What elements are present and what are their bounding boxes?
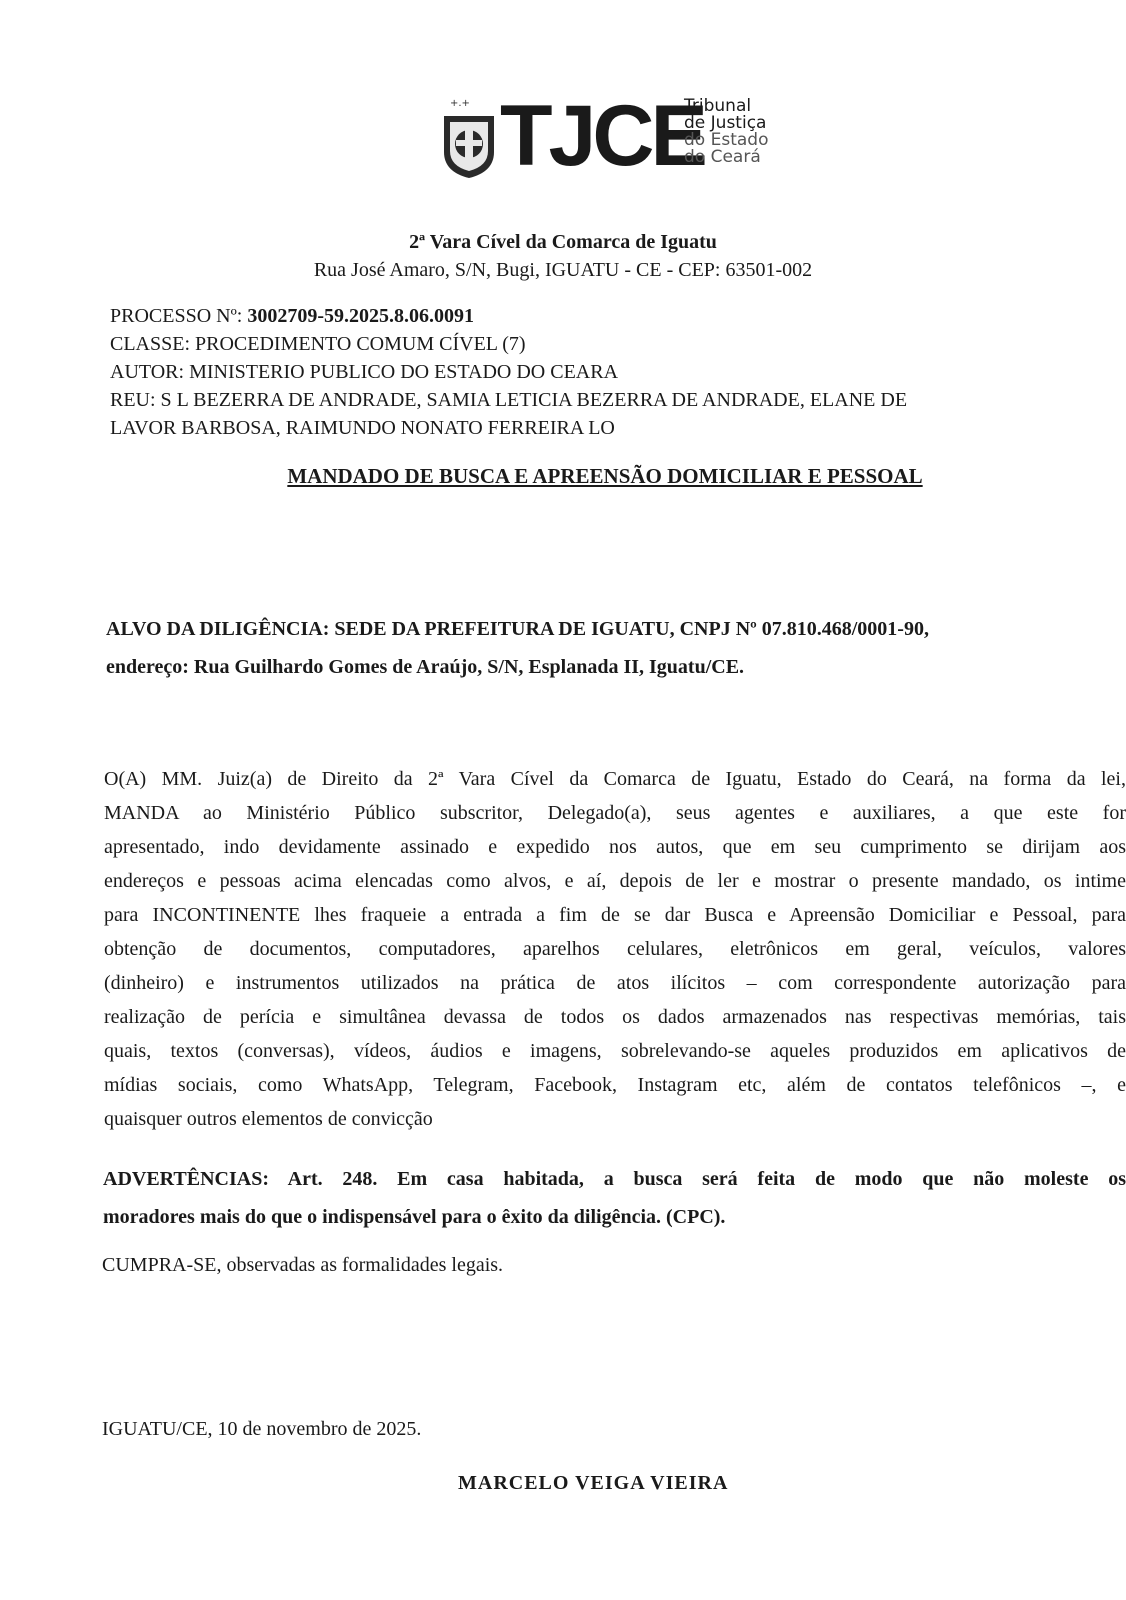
body-line: MANDA ao Ministério Público subscritor, Delegado(a), seus agentes e auxiliares, a que este for xyxy=(104,802,1126,824)
logo-line-justica: de Justiça xyxy=(684,113,767,133)
body-line: realização de perícia e simultânea devassa de todos os dados armazenados nas respectivas memórias, tais xyxy=(104,1006,1126,1028)
warning-line-2: moradores mais do que o indispensável para o êxito da diligência. (CPC). xyxy=(103,1206,726,1228)
process-number xyxy=(110,302,1070,330)
process-number-value: 3002709-59.2025.8.06.0091 xyxy=(247,305,475,327)
body-line: mídias sociais, como WhatsApp, Telegram, Facebook, Instagram etc, além de contatos telefônicos –, e xyxy=(104,1074,1126,1096)
logo-line-ceara: do Ceará xyxy=(684,147,761,167)
process-class: CLASSE: PROCEDIMENTO COMUM CÍVEL (7) xyxy=(110,333,526,355)
tjce-logo xyxy=(436,80,796,192)
process-number-label: PROCESSO Nº: xyxy=(110,305,248,327)
target-line-1: ALVO DA DILIGÊNCIA: SEDE DA PREFEITURA DE IGUATU, CNPJ Nº 07.810.468/0001-90, xyxy=(106,618,929,640)
body-line: quais, textos (conversas), vídeos, áudios e imagens, sobrelevando-se aqueles produzidos em aplicativos de xyxy=(104,1040,1126,1062)
svg-text:+.+: +.+ xyxy=(450,98,470,109)
body-line: O(A) MM. Juiz(a) de Direito da 2ª Vara Cível da Comarca de Iguatu, Estado do Ceará, na forma da lei, xyxy=(104,768,1126,790)
body-line: obtenção de documentos, computadores, aparelhos celulares, eletrônicos em geral, veículos, valores xyxy=(104,938,1126,960)
logo-line-tribunal: Tribunal xyxy=(684,96,752,116)
body-line: apresentado, indo devidamente assinado e expedido nos autos, que em seu cumprimento se dirijam aos xyxy=(104,836,1126,858)
diligence-target xyxy=(106,610,1106,686)
tjce-logo-caption xyxy=(684,98,768,166)
mandate-body xyxy=(104,762,1126,1136)
process-defendant-line-1: REU: S L BEZERRA DE ANDRADE, SAMIA LETICIA BEZERRA DE ANDRADE, ELANE DE xyxy=(110,389,908,411)
tjce-wordmark: TJCE xyxy=(500,88,704,184)
court-name: 2ª Vara Cível da Comarca de Iguatu xyxy=(409,231,717,253)
closing-statement: CUMPRA-SE, observadas as formalidades legais. xyxy=(102,1254,504,1276)
body-line: para INCONTINENTE lhes fraqueie a entrada a fim de se dar Busca e Apreensão Domiciliar e Pessoal, para xyxy=(104,904,1126,926)
warnings-paragraph xyxy=(103,1160,1126,1236)
process-defendant-line-2: LAVOR BARBOSA, RAIMUNDO NONATO FERREIRA LO xyxy=(110,417,615,439)
warning-line-1: ADVERTÊNCIAS: Art. 248. Em casa habitada, a busca será feita de modo que não moleste os xyxy=(103,1168,1126,1190)
place-and-date: IGUATU/CE, 10 de novembro de 2025. xyxy=(102,1418,422,1440)
body-line: (dinheiro) e instrumentos utilizados na prática de atos ilícitos – com correspondente autorização para xyxy=(104,972,1126,994)
body-line: endereços e pessoas acima elencadas como alvos, e aí, depois de ler e mostrar o presente mandado, os intime xyxy=(104,870,1126,892)
court-seal-icon xyxy=(436,94,502,180)
signer-name: MARCELO VEIGA VIEIRA xyxy=(458,1472,729,1494)
document-title: MANDADO DE BUSCA E APREENSÃO DOMICILIAR E PESSOAL xyxy=(287,464,923,488)
body-line: quaisquer outros elementos de convicção xyxy=(104,1108,433,1130)
process-author: AUTOR: MINISTERIO PUBLICO DO ESTADO DO CEARA xyxy=(110,361,619,383)
process-info xyxy=(110,302,1070,442)
court-address: Rua José Amaro, S/N, Bugi, IGUATU - CE - CEP: 63501-002 xyxy=(313,259,813,281)
target-line-2: endereço: Rua Guilhardo Gomes de Araújo, S/N, Esplanada II, Iguatu/CE. xyxy=(106,656,745,678)
logo-line-estado: do Estado xyxy=(684,130,769,150)
